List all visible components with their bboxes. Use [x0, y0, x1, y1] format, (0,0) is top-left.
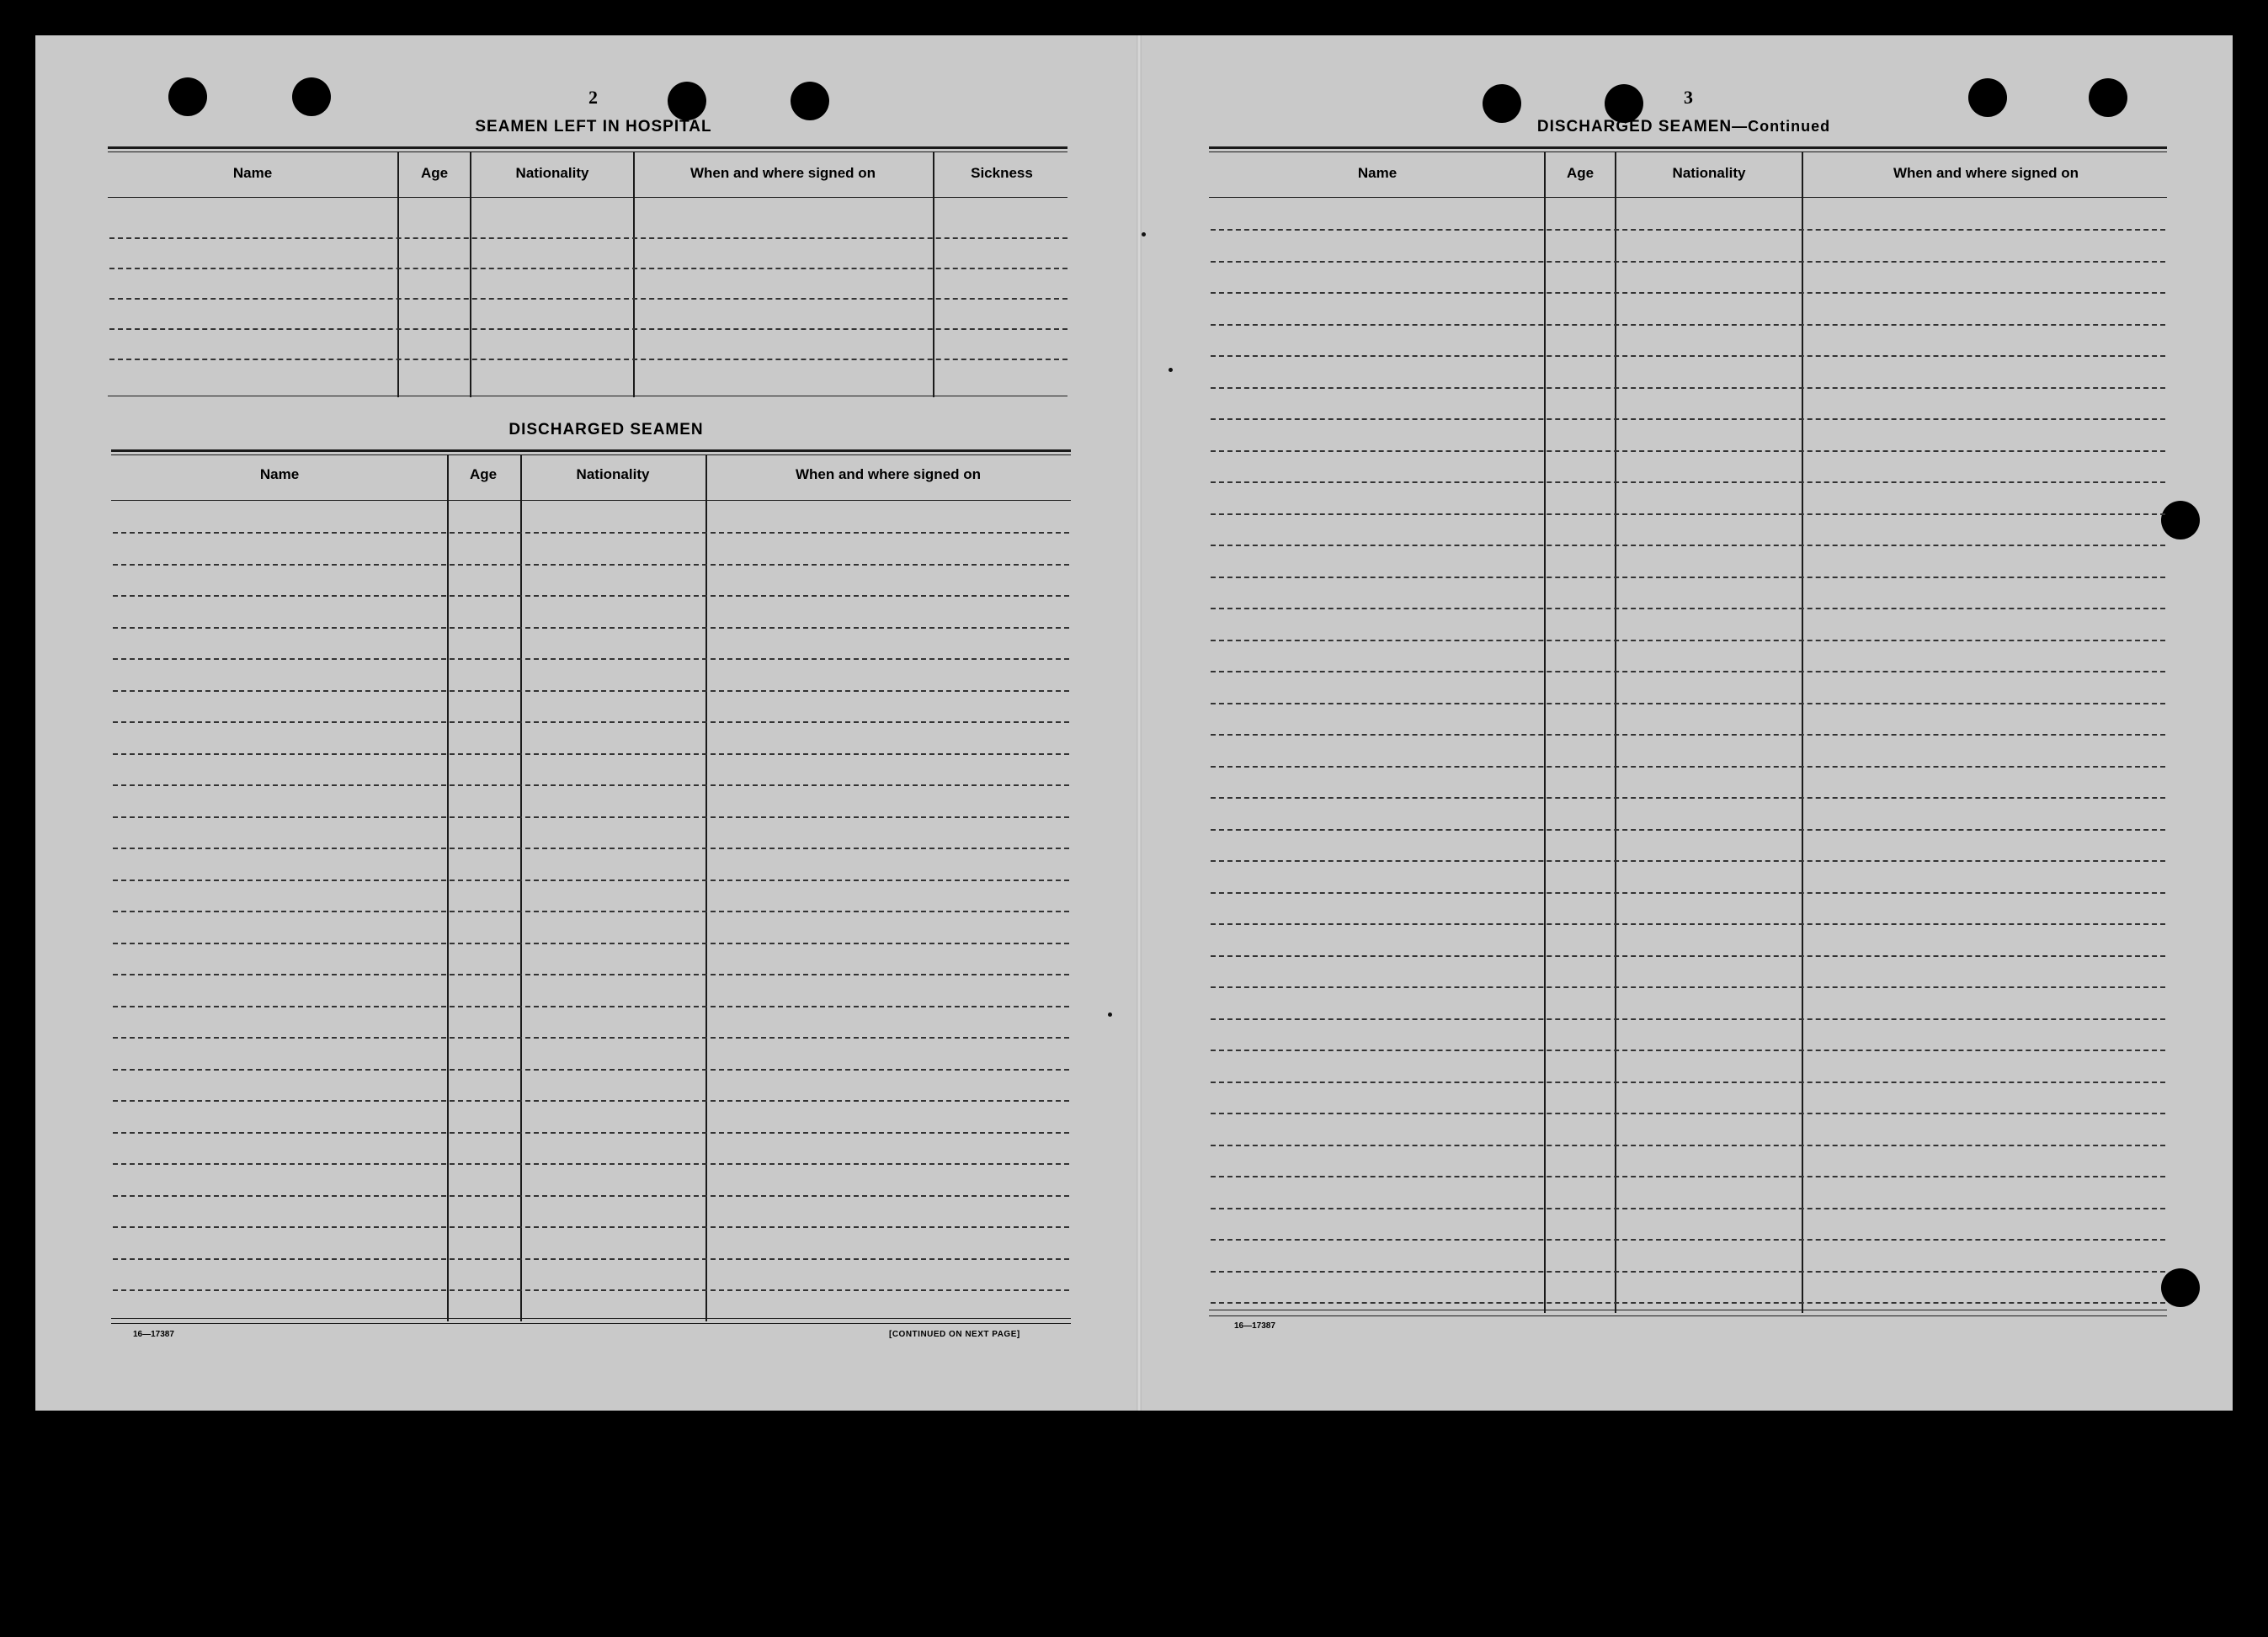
table-row [1211, 1176, 2165, 1177]
table-bottom-rule [111, 1323, 1071, 1324]
col-header-name: Name [1357, 165, 1398, 181]
table-row [113, 784, 1069, 786]
col-header-nationality: Nationality [576, 466, 650, 482]
table-row [1211, 1208, 2165, 1209]
table-row [1211, 545, 2165, 546]
table-row [113, 943, 1069, 944]
page-number: 2 [588, 87, 598, 108]
column-divider [520, 454, 522, 1321]
table-row [1211, 955, 2165, 957]
table-row [1211, 608, 2165, 609]
table-row [1211, 1050, 2165, 1051]
column-divider [1802, 151, 1803, 1313]
column-divider [470, 151, 471, 397]
col-header-nationality: Nationality [515, 165, 589, 181]
table-row [113, 848, 1069, 849]
punch-hole [2089, 78, 2127, 117]
table-row [109, 359, 1067, 360]
table-top-rule [108, 151, 1067, 152]
table-row [113, 1258, 1069, 1260]
table-row [1211, 229, 2165, 231]
table-row [1211, 640, 2165, 641]
table-row [1211, 355, 2165, 357]
table-row [1211, 797, 2165, 799]
header-underline [1209, 197, 2167, 198]
table-row [113, 690, 1069, 692]
table-row [113, 1006, 1069, 1007]
table-row [113, 911, 1069, 912]
table-row [113, 658, 1069, 660]
table-row [109, 268, 1067, 269]
table-row [113, 1132, 1069, 1134]
table-top-rule [108, 146, 1067, 149]
punch-hole [292, 77, 331, 116]
table-row [1211, 734, 2165, 736]
form-code: 16—17387 [1234, 1321, 1275, 1331]
form-code: 16—17387 [133, 1330, 174, 1339]
table-row [1211, 1145, 2165, 1146]
col-header-age: Age [469, 466, 498, 482]
table-row [1211, 1271, 2165, 1273]
table-row [113, 1163, 1069, 1165]
table-row [109, 298, 1067, 300]
table-row [1211, 671, 2165, 672]
column-divider [1615, 151, 1616, 1313]
column-divider [447, 454, 449, 1321]
table-top-rule [1209, 146, 2167, 149]
table-row [1211, 1113, 2165, 1114]
header-underline [108, 197, 1067, 198]
table-row [113, 532, 1069, 534]
table-bottom-rule [111, 1318, 1071, 1319]
column-divider [1544, 151, 1546, 1313]
page-fold [1137, 35, 1142, 1411]
table-top-rule [111, 449, 1071, 452]
ink-speck [1142, 232, 1146, 237]
table-row [113, 1069, 1069, 1071]
col-header-age: Age [1566, 165, 1595, 181]
table-row [1211, 292, 2165, 294]
table-row [113, 753, 1069, 755]
table-bottom-rule [1209, 1315, 2167, 1316]
column-divider [633, 151, 635, 397]
col-header-nationality: Nationality [1672, 165, 1746, 181]
discharged-title-text: DISCHARGED SEAMEN [1536, 118, 1733, 136]
col-header-name: Name [232, 165, 273, 181]
table-top-rule [111, 454, 1071, 455]
continued-note: [CONTINUED ON NEXT PAGE] [889, 1330, 1020, 1339]
table-row [1211, 387, 2165, 389]
table-row [113, 564, 1069, 566]
table-top-rule [1209, 151, 2167, 152]
table-row [109, 237, 1067, 239]
table-row [1211, 1239, 2165, 1241]
table-row [113, 627, 1069, 629]
table-row [113, 1226, 1069, 1228]
table-row [1211, 703, 2165, 704]
table-row [1211, 450, 2165, 452]
table-row [1211, 986, 2165, 988]
table-row [1211, 513, 2165, 515]
column-divider [933, 151, 934, 397]
ink-speck [1108, 1012, 1112, 1017]
table-row [1211, 261, 2165, 263]
table-row [113, 1100, 1069, 1102]
punch-hole [791, 82, 829, 120]
punch-hole [168, 77, 207, 116]
continued-suffix: —Continued [1732, 118, 1831, 135]
table-row [109, 328, 1067, 330]
table-row [1211, 324, 2165, 326]
col-header-signed-on: When and where signed on [1893, 165, 2079, 181]
table-row [113, 1037, 1069, 1039]
table-row [1211, 418, 2165, 420]
left-page [35, 35, 1138, 1411]
table-row [113, 880, 1069, 881]
punch-hole [2161, 501, 2200, 539]
table-row [1211, 892, 2165, 894]
header-underline [111, 500, 1071, 501]
table-row [1211, 860, 2165, 862]
discharged-section-title: DISCHARGED SEAMEN [508, 421, 704, 438]
table-row [1211, 829, 2165, 831]
table-row [1211, 1082, 2165, 1083]
table-row [113, 1289, 1069, 1291]
column-divider [705, 454, 707, 1321]
ink-speck [1169, 368, 1173, 372]
table-row [1211, 923, 2165, 925]
table-row [1211, 766, 2165, 768]
table-row [1211, 1018, 2165, 1020]
col-header-age: Age [420, 165, 449, 181]
table-row [1211, 577, 2165, 578]
table-row [113, 816, 1069, 818]
page-number: 3 [1684, 87, 1693, 108]
punch-hole [1968, 78, 2007, 117]
table-row [113, 595, 1069, 597]
col-header-sickness: Sickness [971, 165, 1033, 181]
table-row [113, 721, 1069, 723]
hospital-section-title: SEAMEN LEFT IN HOSPITAL [475, 118, 712, 136]
col-header-signed-on: When and where signed on [795, 466, 982, 482]
table-row [113, 974, 1069, 975]
punch-hole [668, 82, 706, 120]
punch-hole [2161, 1268, 2200, 1307]
right-page [1138, 35, 2233, 1411]
table-row [1211, 481, 2165, 483]
col-header-signed-on: When and where signed on [689, 165, 876, 181]
col-header-name: Name [259, 466, 300, 482]
discharged-continued-title [1482, 118, 1886, 136]
table-row [113, 1195, 1069, 1197]
table-row [1211, 1302, 2165, 1304]
column-divider [397, 151, 399, 397]
